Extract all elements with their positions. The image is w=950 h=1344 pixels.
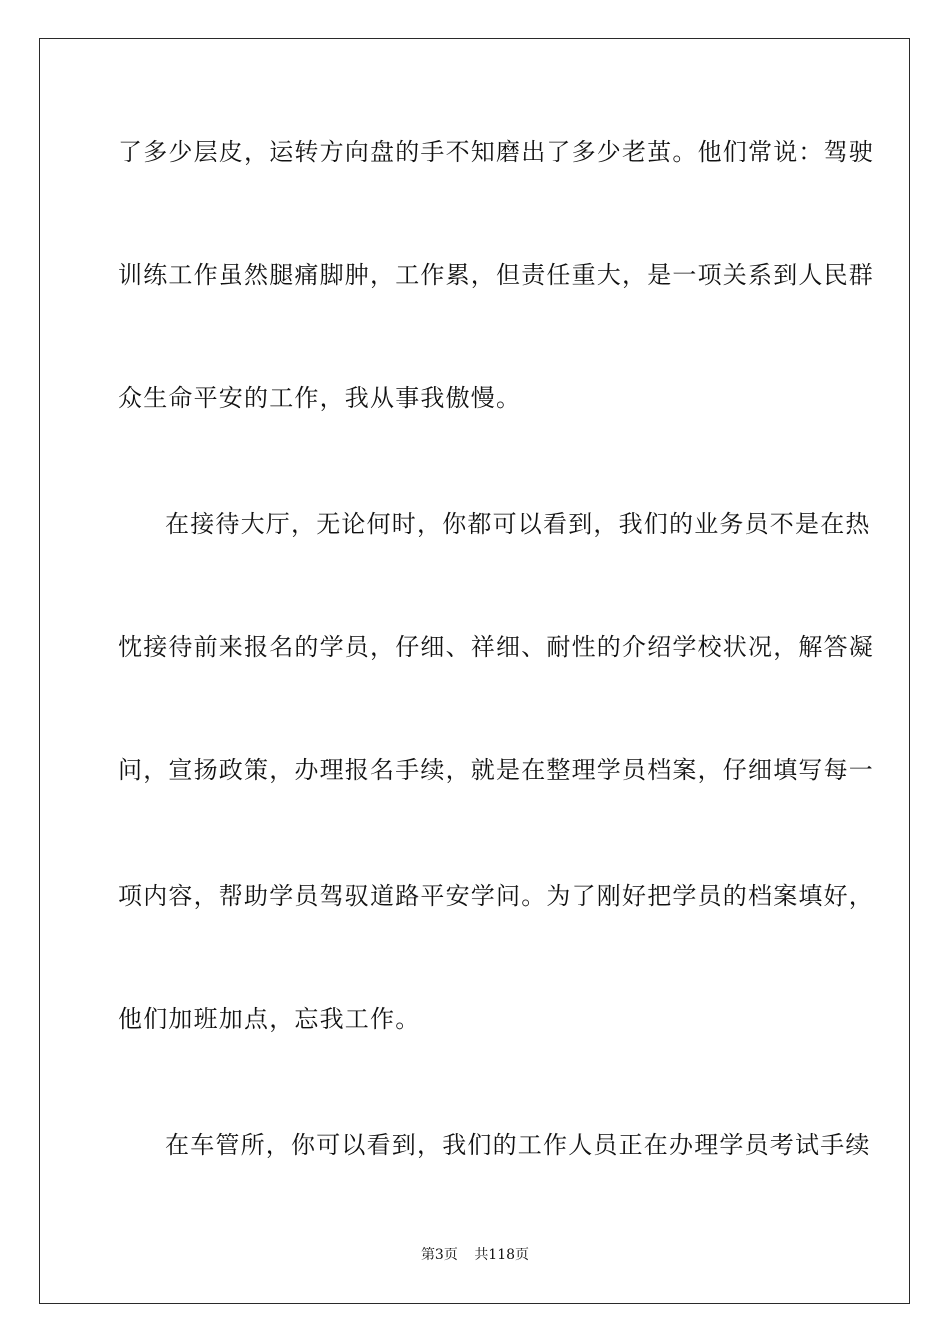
body-text-line: 忱接待前来报名的学员，仔细、祥细、耐性的介绍学校状况，解答凝 (118, 633, 874, 661)
body-text-line: 在接待大厅，无论何时，你都可以看到，我们的业务员不是在热 (165, 510, 871, 538)
page-border (39, 38, 910, 1304)
body-text-line: 了多少层皮，运转方向盘的手不知磨出了多少老茧。他们常说：驾驶 (118, 138, 874, 166)
body-text-line: 众生命平安的工作，我从事我傲慢。 (118, 384, 522, 412)
body-text-line: 他们加班加点，忘我工作。 (118, 1005, 421, 1033)
total-pages: 共118页 (474, 1247, 530, 1263)
body-text-line: 在车管所，你可以看到，我们的工作人员正在办理学员考试手续 (165, 1131, 871, 1159)
page-footer (0, 1246, 950, 1264)
body-text-line: 项内容，帮助学员驾驭道路平安学问。为了刚好把学员的档案填好， (118, 882, 874, 910)
page-number: 第3页 (420, 1247, 458, 1263)
body-text-line: 训练工作虽然腿痛脚肿，工作累，但责任重大，是一项关系到人民群 (118, 261, 874, 289)
body-text-line: 问，宣扬政策，办理报名手续，就是在整理学员档案，仔细填写每一 (118, 756, 874, 784)
